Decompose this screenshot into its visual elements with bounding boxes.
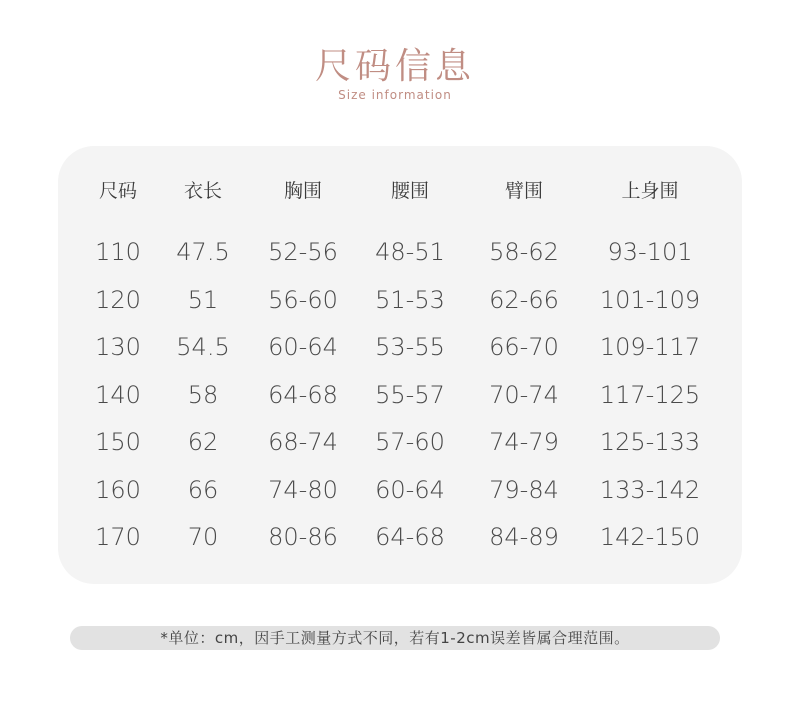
table-cell: 57-60 [375,428,445,456]
column-header: 臂围 [504,180,544,202]
table-cell: 140 [95,380,141,409]
table-cell: 53-55 [375,333,445,361]
table-cell: 64-68 [268,380,338,409]
table-cell: 70 [187,523,219,551]
table-cell: 47.5 [176,238,230,266]
table-cell: 80-86 [268,523,338,551]
table-cell: 110 [95,238,141,266]
table-cell: 58-62 [489,238,559,266]
table-cell: 130 [95,333,141,361]
table-cell: 74-80 [268,475,338,504]
table-cell: 79-84 [489,475,559,504]
table-cell: 56-60 [268,285,338,314]
table-cell: 54.5 [176,333,230,361]
table-cell: 150 [95,428,141,456]
column-header: 上身围 [621,180,679,202]
table-cell: 101-109 [599,285,701,314]
table-cell: 117-125 [599,380,701,409]
table-cell: 120 [95,285,141,314]
table-cell: 142-150 [599,523,701,551]
table-cell: 125-133 [599,428,701,456]
table-cell: 51-53 [375,285,445,314]
column-header: 腰围 [390,180,430,202]
table-cell: 55-57 [375,380,445,409]
table-cell: 60-64 [375,475,445,504]
column-header: 胸围 [283,180,323,202]
table-cell: 64-68 [375,523,445,551]
table-cell: 109-117 [599,333,701,361]
table-cell: 84-89 [489,523,559,551]
table-cell: 58 [187,380,219,409]
table-cell: 66 [187,475,219,504]
table-cell: 48-51 [375,238,445,266]
table-cell: 160 [95,475,141,504]
column-header: 衣长 [183,180,223,202]
table-cell: 62 [187,428,219,456]
size-table-card [58,146,742,584]
measurement-note: *单位：cm，因手工测量方式不同，若有1-2cm误差皆属合理范围。 [70,626,720,650]
table-cell: 74-79 [489,428,559,456]
page-title: 尺码信息 [314,46,475,87]
table-cell: 93-101 [607,238,693,266]
table-cell: 52-56 [268,238,338,266]
table-cell: 60-64 [268,333,338,361]
table-cell: 68-74 [268,428,338,456]
column-header: 尺码 [98,180,138,202]
table-cell: 62-66 [489,285,559,314]
table-cell: 51 [187,285,219,314]
table-cell: 170 [95,523,141,551]
table-cell: 66-70 [489,333,559,361]
table-cell: 133-142 [599,475,701,504]
table-cell: 70-74 [489,380,559,409]
page-subtitle: Size information [338,88,452,102]
